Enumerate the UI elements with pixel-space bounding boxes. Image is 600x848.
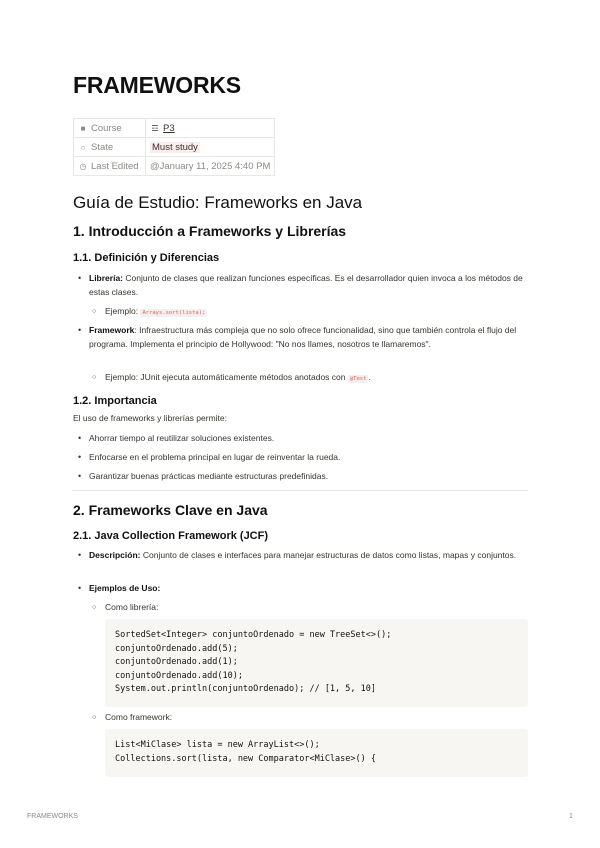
code-line: conjuntoOrdenado.add(5);	[115, 643, 238, 654]
list-item: ○ Ejemplo: Arrays.sort(lista);	[73, 305, 528, 321]
property-row	[74, 138, 275, 157]
subsection-1-2-heading: 1.2. Importancia	[73, 395, 157, 407]
page-link-icon: ☲	[151, 123, 159, 133]
guide-heading: Guía de Estudio: Frameworks en Java	[73, 193, 363, 212]
state-badge[interactable]: Must study	[152, 141, 198, 153]
inline-code: Arrays.sort(lista);	[142, 310, 206, 316]
list-item: • Ahorrar tiempo al reutilizar soluciones existentes.	[73, 432, 528, 446]
property-row	[74, 119, 275, 138]
code-line: SortedSet<Integer> conjuntoOrdenado = new TreeSet<>();	[115, 630, 392, 640]
paragraph: El uso de frameworks y librerías permite:	[73, 413, 227, 423]
subsection-1-1-heading: 1.1. Definición y Diferencias	[73, 252, 220, 264]
property-key: Course	[91, 122, 122, 134]
list-item: ○ Ejemplo: JUnit ejecuta automáticamente métodos anotados con @Test .	[73, 371, 528, 387]
course-link[interactable]: P3	[163, 122, 175, 134]
code-line: List<MiClase> lista = new ArrayList<>();	[115, 740, 320, 750]
last-edited-value: @January 11, 2025 4:40 PM	[150, 160, 271, 172]
properties-table	[73, 118, 275, 176]
inline-code: @Test	[349, 376, 367, 382]
list-item: • Ejemplos de Uso:	[73, 582, 528, 596]
course-icon: ■	[80, 123, 86, 133]
divider	[73, 490, 528, 491]
section-1-heading: 1. Introducción a Frameworks y Librerías	[73, 223, 347, 239]
property-key: Last Edited	[91, 160, 139, 172]
code-block[interactable]	[105, 619, 528, 707]
clock-icon: ◷	[79, 161, 87, 171]
section-2-heading: 2. Frameworks Clave en Java	[73, 502, 268, 518]
property-row	[74, 157, 275, 176]
code-line: System.out.println(conjuntoOrdenado); // [1, 5, 10]	[115, 684, 376, 694]
list-item: • Garantizar buenas prácticas mediante estructuras predefinidas.	[73, 470, 528, 484]
footer-title: FRAMEWORKS	[27, 813, 78, 820]
list-item: • Descripción: Conjunto de clases e interfaces para manejar estructuras de datos como listas, mapas y conjuntos.	[73, 549, 528, 563]
list-item: • Librería: Conjunto de clases que realizan funciones específicas. Es el desarrollador quien invoca a los métodos de estas clases.	[73, 272, 528, 299]
code-line: conjuntoOrdenado.add(1);	[115, 657, 238, 667]
page-title: FRAMEWORKS	[73, 72, 241, 98]
list-item: • Framework: Infraestructura más compleja que no solo ofrece funcionalidad, sino que también controla el flujo del programa. Implementa el principio de Hollywood: "No nos llames, nosotros te llamaremos".	[73, 324, 528, 351]
code-line: Collections.sort(lista, new Comparator<MiClase>() {	[115, 753, 376, 764]
list-item: ○ Como framework:	[73, 711, 528, 725]
code-block[interactable]	[105, 729, 528, 777]
list-item: • Enfocarse en el problema principal en lugar de reinventar la rueda.	[73, 451, 528, 465]
property-key: State	[91, 141, 114, 153]
state-icon: ○	[80, 142, 86, 152]
list-item: ○ Como librería:	[73, 601, 528, 615]
page-number: 1	[569, 813, 573, 820]
subsection-2-1-heading: 2.1. Java Collection Framework (JCF)	[73, 530, 269, 542]
code-line: conjuntoOrdenado.add(10);	[115, 670, 243, 681]
